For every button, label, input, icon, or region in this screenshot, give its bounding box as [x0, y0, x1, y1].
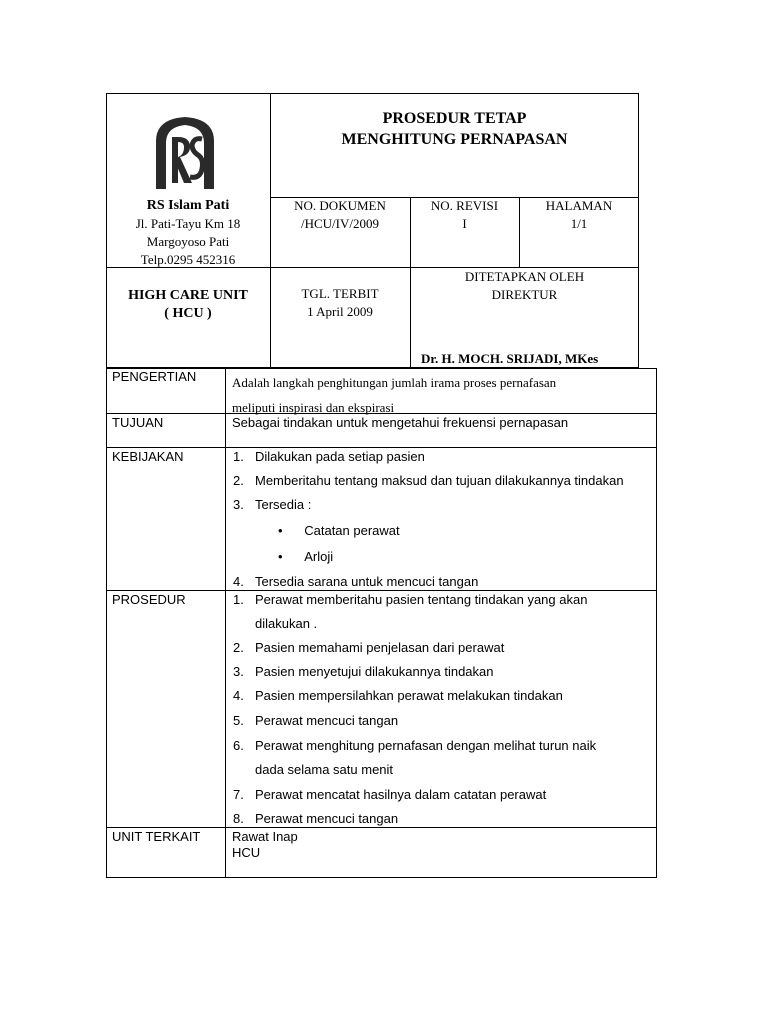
title-line: PROSEDUR TETAP [382, 110, 527, 127]
hospital-name: RS Islam Pati [146, 198, 230, 213]
bullet-item: • Catatan perawat [278, 523, 400, 538]
kebijakan-label: KEBIJAKAN [112, 449, 184, 464]
issue-date-label: TGL. TERBIT [301, 286, 379, 301]
list-item: 5. Perawat mencuci tangan [233, 713, 399, 728]
pengertian-label: PENGERTIAN [112, 369, 197, 384]
list-item: dilakukan . [255, 616, 318, 631]
pengertian-line: Adalah langkah penghitungan jumlah irama proses pernafasan [232, 375, 557, 390]
pengertian-text [232, 370, 652, 420]
list-item: 3. Tersedia : [233, 497, 312, 512]
hospital-address-line: Jl. Pati-Tayu Km 18 [135, 216, 241, 231]
unit-name: HIGH CARE UNIT [128, 288, 248, 303]
list-item: 3. Pasien menyetujui dilakukannya tindakan [233, 664, 494, 679]
content-divider [106, 447, 657, 448]
list-item: dada selama satu menit [255, 762, 394, 777]
list-item: 4. Pasien mempersilahkan perawat melakukan tindakan [233, 688, 563, 703]
approval-cell [410, 268, 639, 304]
approval-role: DIREKTUR [491, 287, 558, 302]
revision-value: I [462, 216, 467, 231]
hospital-phone: Telp.0295 452316 [140, 252, 236, 267]
pengertian-line: meliputi inspirasi dan ekspirasi [232, 400, 395, 415]
unit-terkait-label: UNIT TERKAIT [112, 829, 201, 844]
unit-terkait-line: Rawat Inap [232, 829, 298, 844]
hospital-logo [150, 113, 220, 193]
page-value: 1/1 [570, 216, 588, 231]
unit-cell [106, 287, 270, 323]
list-item: 7. Perawat mencatat hasilnya dalam catatan perawat [233, 787, 547, 802]
director-name: Dr. H. MOCH. SRIJADI, MKes [421, 351, 599, 366]
issue-date-value: 1 April 2009 [307, 304, 373, 319]
tujuan-label: TUJUAN [112, 415, 164, 430]
unit-abbr: ( HCU ) [164, 306, 212, 321]
approval-label: DITETAPKAN OLEH [464, 269, 585, 284]
title-line: MENGHITUNG PERNAPASAN [341, 131, 568, 148]
doc-number-label: NO. DOKUMEN [294, 198, 386, 213]
issue-date-cell [270, 285, 410, 321]
content-divider [106, 590, 657, 591]
revision-cell [410, 197, 519, 233]
hospital-info [106, 197, 270, 269]
list-item: 6. Perawat menghitung pernafasan dengan melihat turun naik [233, 738, 597, 753]
list-item: 1. Dilakukan pada setiap pasien [233, 449, 425, 464]
list-item: 4. Tersedia sarana untuk mencuci tangan [233, 574, 479, 589]
list-item: 1. Perawat memberitahu pasien tentang tindakan yang akan [233, 592, 588, 607]
bullet-item: • Arloji [278, 549, 334, 564]
page-label: HALAMAN [545, 198, 613, 213]
unit-terkait-text [232, 829, 298, 861]
list-item: 8. Perawat mencuci tangan [233, 811, 399, 826]
doc-number-cell [270, 197, 410, 233]
hospital-address-line: Margoyoso Pati [146, 234, 230, 249]
list-item: 2. Pasien memahami penjelasan dari perawat [233, 640, 505, 655]
list-item: 2. Memberitahu tentang maksud dan tujuan dilakukannya tindakan [233, 473, 624, 488]
prosedur-label: PROSEDUR [112, 592, 186, 607]
revision-label: NO. REVISI [430, 198, 499, 213]
tujuan-text: Sebagai tindakan untuk mengetahui frekuensi pernapasan [232, 415, 569, 430]
document-title [270, 108, 639, 150]
doc-number-value: /HCU/IV/2009 [301, 216, 379, 231]
content-divider [106, 827, 657, 828]
unit-terkait-line: HCU [232, 845, 261, 860]
content-divider [225, 368, 226, 878]
page-cell [519, 197, 639, 233]
